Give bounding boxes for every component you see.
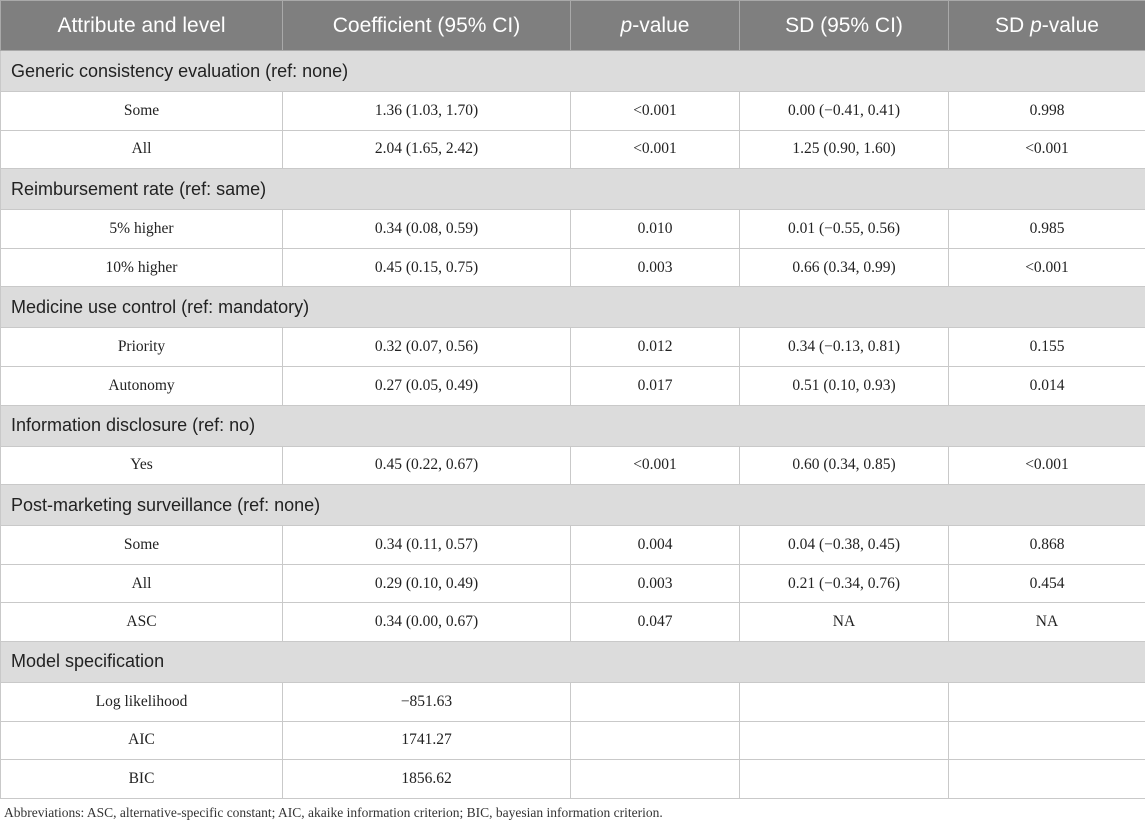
cell-p-value: 0.003 [571, 248, 740, 287]
cell-sd: 0.00 (−0.41, 0.41) [740, 92, 949, 131]
cell-level: ASC [1, 603, 283, 642]
section-title: Medicine use control (ref: mandatory) [1, 287, 1145, 328]
section-row [1, 169, 1145, 210]
cell-sd-p-value: 0.155 [949, 328, 1145, 367]
cell-sd-p-value [949, 682, 1145, 721]
header-row [1, 1, 1145, 51]
header-p-italic: p [620, 13, 633, 37]
cell-level: All [1, 564, 283, 603]
header-sd: SD (95% CI) [740, 1, 949, 51]
header-p-rest: -value [632, 13, 690, 37]
table-row [1, 526, 1145, 565]
header-sdp-italic: p [1030, 13, 1042, 37]
cell-coefficient: 0.34 (0.11, 0.57) [283, 526, 571, 565]
table-row [1, 366, 1145, 405]
table-row [1, 92, 1145, 131]
section-title: Model specification [1, 641, 1145, 682]
cell-sd-p-value: NA [949, 603, 1145, 642]
table-row [1, 564, 1145, 603]
cell-sd: 0.21 (−0.34, 0.76) [740, 564, 949, 603]
cell-sd [740, 721, 949, 760]
section-title: Generic consistency evaluation (ref: none) [1, 51, 1145, 92]
cell-p-value: 0.017 [571, 366, 740, 405]
cell-coefficient: 1741.27 [283, 721, 571, 760]
cell-coefficient: 0.45 (0.15, 0.75) [283, 248, 571, 287]
cell-p-value: 0.010 [571, 210, 740, 249]
cell-p-value: 0.003 [571, 564, 740, 603]
cell-sd-p-value: <0.001 [949, 446, 1145, 485]
cell-level: Yes [1, 446, 283, 485]
table-row [1, 328, 1145, 367]
cell-sd-p-value [949, 721, 1145, 760]
table-row [1, 682, 1145, 721]
table-row [1, 760, 1145, 799]
cell-level: 5% higher [1, 210, 283, 249]
cell-level: BIC [1, 760, 283, 799]
cell-coefficient: 0.45 (0.22, 0.67) [283, 446, 571, 485]
cell-level: AIC [1, 721, 283, 760]
cell-p-value: <0.001 [571, 130, 740, 169]
cell-coefficient: 0.34 (0.08, 0.59) [283, 210, 571, 249]
cell-level: Some [1, 526, 283, 565]
header-p-value [571, 1, 740, 51]
cell-level: Some [1, 92, 283, 131]
cell-sd: 0.51 (0.10, 0.93) [740, 366, 949, 405]
section-title: Post-marketing surveillance (ref: none) [1, 485, 1145, 526]
cell-level: Autonomy [1, 366, 283, 405]
cell-sd: 0.01 (−0.55, 0.56) [740, 210, 949, 249]
table-row [1, 446, 1145, 485]
table-row [1, 130, 1145, 169]
cell-sd-p-value [949, 760, 1145, 799]
cell-p-value: 0.004 [571, 526, 740, 565]
table-header [1, 1, 1145, 51]
header-sdp-pre: SD [995, 13, 1031, 37]
cell-coefficient: 0.27 (0.05, 0.49) [283, 366, 571, 405]
section-row [1, 641, 1145, 682]
cell-coefficient: 1856.62 [283, 760, 571, 799]
cell-sd: 0.04 (−0.38, 0.45) [740, 526, 949, 565]
cell-level: All [1, 130, 283, 169]
header-attribute: Attribute and level [1, 1, 283, 51]
cell-level: Log likelihood [1, 682, 283, 721]
table-row [1, 248, 1145, 287]
cell-p-value: <0.001 [571, 92, 740, 131]
cell-coefficient: 0.32 (0.07, 0.56) [283, 328, 571, 367]
section-title: Information disclosure (ref: no) [1, 405, 1145, 446]
cell-p-value [571, 682, 740, 721]
cell-sd-p-value: <0.001 [949, 248, 1145, 287]
cell-coefficient: 2.04 (1.65, 2.42) [283, 130, 571, 169]
cell-sd-p-value: 0.454 [949, 564, 1145, 603]
cell-sd-p-value: 0.985 [949, 210, 1145, 249]
cell-sd: 0.66 (0.34, 0.99) [740, 248, 949, 287]
cell-p-value: 0.047 [571, 603, 740, 642]
cell-coefficient: −851.63 [283, 682, 571, 721]
cell-sd: 0.34 (−0.13, 0.81) [740, 328, 949, 367]
table-body [1, 51, 1145, 799]
header-sdp-rest: -value [1041, 13, 1099, 37]
table-row [1, 721, 1145, 760]
cell-p-value [571, 721, 740, 760]
cell-sd-p-value: 0.998 [949, 92, 1145, 131]
cell-sd-p-value: <0.001 [949, 130, 1145, 169]
cell-p-value: 0.012 [571, 328, 740, 367]
footnote: Abbreviations: ASC, alternative-specific constant; AIC, akaike information criterion; BIC, bayesian information criterion. [4, 805, 663, 820]
header-coefficient: Coefficient (95% CI) [283, 1, 571, 51]
cell-sd: 1.25 (0.90, 1.60) [740, 130, 949, 169]
cell-sd [740, 682, 949, 721]
cell-sd: NA [740, 603, 949, 642]
cell-sd-p-value: 0.868 [949, 526, 1145, 565]
section-row [1, 287, 1145, 328]
cell-coefficient: 1.36 (1.03, 1.70) [283, 92, 571, 131]
cell-sd [740, 760, 949, 799]
cell-coefficient: 0.29 (0.10, 0.49) [283, 564, 571, 603]
table-row [1, 210, 1145, 249]
section-row [1, 405, 1145, 446]
cell-sd: 0.60 (0.34, 0.85) [740, 446, 949, 485]
header-sd-p-value [949, 1, 1145, 51]
table-row [1, 603, 1145, 642]
cell-level: Priority [1, 328, 283, 367]
cell-p-value: <0.001 [571, 446, 740, 485]
cell-sd-p-value: 0.014 [949, 366, 1145, 405]
cell-level: 10% higher [1, 248, 283, 287]
section-row [1, 485, 1145, 526]
section-row [1, 51, 1145, 92]
cell-coefficient: 0.34 (0.00, 0.67) [283, 603, 571, 642]
cell-p-value [571, 760, 740, 799]
section-title: Reimbursement rate (ref: same) [1, 169, 1145, 210]
